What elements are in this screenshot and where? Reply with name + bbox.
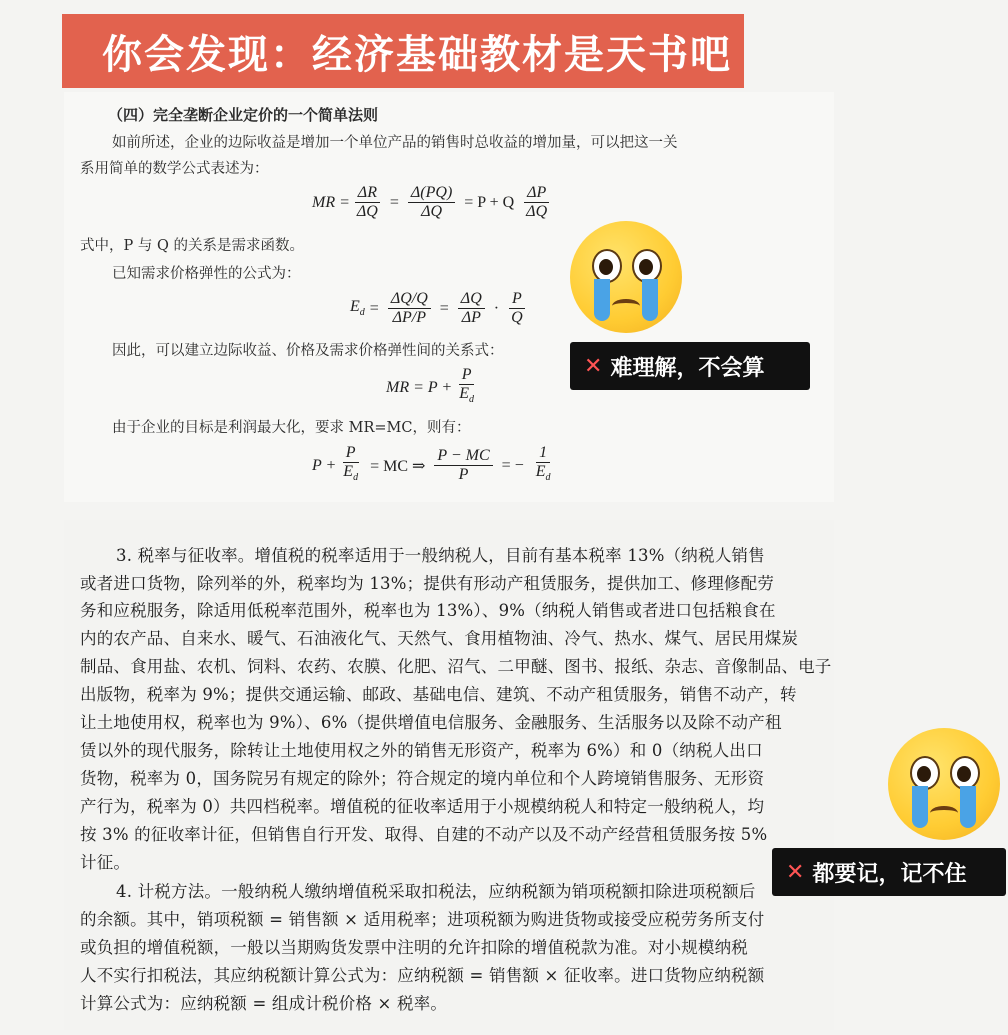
formula-term: MR = bbox=[312, 193, 350, 211]
doc-line: 出版物，税率为 9%；提供交通运输、邮政、基础电信、建筑、不动产租赁服务，销售不动产，转 bbox=[80, 685, 797, 704]
doc-line: 如前所述，企业的边际收益是增加一个单位产品的销售时总收益的增加量，可以把这一关 bbox=[112, 135, 678, 151]
doc-line: 务和应税服务，除适用低税率范围外，税率也为 13%）、9%（纳税人销售或者进口包括粮食在 bbox=[80, 601, 776, 620]
formula-term: = − bbox=[501, 456, 524, 474]
banner-title: 你会发现：经济基础教材是天书吧 bbox=[102, 31, 732, 78]
doc-line: 或者进口货物，除列举的外，税率均为 13%；提供有形动产租赁服务，提供加工、修理修配劳 bbox=[80, 574, 775, 593]
numerator: 1 bbox=[536, 444, 550, 463]
formula-term: P + bbox=[312, 456, 337, 474]
denominator: $E_d$ bbox=[459, 385, 474, 406]
formula-term: MR = P + bbox=[386, 378, 453, 396]
denominator: $E_d$ bbox=[535, 463, 551, 484]
fraction bbox=[434, 447, 492, 484]
formula-mr-price bbox=[386, 366, 481, 409]
numerator: P bbox=[343, 444, 359, 463]
doc-line: 由于企业的目标是利润最大化，要求 MR=MC，则有： bbox=[112, 420, 471, 436]
doc-line: 4. 计税方法。一般纳税人缴纳增值税采取扣税法，应纳税额为销项税额扣除进项税额后 bbox=[116, 882, 756, 901]
formula-term: = P + Q bbox=[464, 193, 515, 211]
denominator: $E_d$ bbox=[343, 463, 359, 484]
doc-line: 内的农产品、自来水、暖气、石油液化气、天然气、食用植物油、冷气、热水、煤气、居民用煤炭 bbox=[80, 629, 799, 648]
numerator: ΔR bbox=[355, 184, 380, 203]
fraction bbox=[533, 444, 554, 487]
formula-elasticity: $E_d$ = $\frac{\Delta Q/Q}{\Delta P/P}$ = $\frac{\Delta Q}{\Delta P}$ · $\frac{P}{Q}$ bbox=[350, 290, 530, 327]
numerator: P bbox=[509, 290, 525, 309]
x-mark-icon: ✕ bbox=[584, 353, 603, 379]
numerator: ΔQ/Q bbox=[388, 290, 431, 309]
formula-term: $E_d$ bbox=[350, 298, 365, 319]
fraction bbox=[458, 290, 485, 327]
denominator: Q bbox=[511, 309, 523, 326]
doc-line: 计征。 bbox=[80, 853, 131, 872]
crying-face-icon bbox=[888, 728, 1000, 840]
formula-term: = MC ⇒ bbox=[370, 457, 426, 475]
title-banner bbox=[62, 14, 744, 88]
numerator: P bbox=[459, 366, 475, 385]
denominator: ΔP/P bbox=[392, 309, 426, 326]
fraction bbox=[388, 290, 431, 327]
doc-line: 式中，P 与 Q 的关系是需求函数。 bbox=[80, 238, 304, 254]
doc-line: 产行为，税率为 0）共四档税率。增值税的征收率适用于小规模纳税人和特定一般纳税人，均 bbox=[80, 797, 765, 816]
doc-line: 让土地使用权，税率也为 9%）、6%（提供增值电信服务、金融服务、生活服务以及除不动产租 bbox=[80, 713, 782, 732]
caption-text: 难理解，不会算 bbox=[610, 355, 765, 381]
denominator: ΔQ bbox=[356, 203, 378, 220]
caption-hard-to-remember bbox=[772, 848, 1006, 896]
fraction bbox=[354, 184, 381, 221]
doc-line: 制品、食用盐、农机、饲料、农药、农膜、化肥、沼气、二甲醚、图书、报纸、杂志、音像制品、电子 bbox=[80, 657, 832, 676]
fraction bbox=[523, 184, 550, 221]
doc-line: 货物，税率为 0，国务院另有规定的除外；符合规定的境内单位和个人跨境销售服务、无形资 bbox=[80, 769, 765, 788]
fraction bbox=[340, 444, 361, 487]
numerator: Δ(PQ) bbox=[408, 184, 455, 203]
crying-face-icon bbox=[570, 221, 682, 333]
numerator: ΔP bbox=[524, 184, 549, 203]
denominator: ΔQ bbox=[421, 203, 443, 220]
fraction bbox=[408, 184, 455, 221]
fraction bbox=[456, 366, 477, 409]
formula-marginal-revenue: MR = $\frac{\Delta R}{\Delta Q}$ = $\frac{\Delta(PQ)}{\Delta Q}$ = P + Q $\frac{\Delta P}{\Delta Q}$ bbox=[312, 184, 554, 221]
section-heading: （四）完全垄断企业定价的一个简单法则 bbox=[108, 106, 379, 124]
doc-line: 的余额。其中，销项税额 = 销售额 × 适用税率；进项税额为购进货物或接受应税劳务所支付 bbox=[80, 910, 765, 929]
numerator: P − MC bbox=[434, 447, 492, 466]
denominator: P bbox=[458, 466, 469, 484]
doc-line: 3. 税率与征收率。增值税的税率适用于一般纳税人，目前有基本税率 13%（纳税人销售 bbox=[116, 546, 765, 565]
x-mark-icon: ✕ bbox=[786, 859, 805, 885]
fraction bbox=[508, 290, 526, 327]
formula-profit-max bbox=[312, 444, 558, 487]
denominator: ΔQ bbox=[526, 203, 548, 220]
doc-line: 计算公式为：应纳税额 = 组成计税价格 × 税率。 bbox=[80, 994, 448, 1013]
doc-line: 已知需求价格弹性的公式为： bbox=[112, 266, 301, 282]
caption-text: 都要记，记不住 bbox=[812, 861, 967, 887]
doc-line: 赁以外的现代服务，除转让土地使用权之外的销售无形资产，税率为 6%）和 0（纳税人出口 bbox=[80, 741, 763, 760]
numerator: ΔQ bbox=[458, 290, 485, 309]
caption-hard-to-understand bbox=[570, 342, 810, 390]
doc-line: 按 3% 的征收率计征，但销售自行开发、取得、自建的不动产以及不动产经营租赁服务按 5% bbox=[80, 825, 768, 844]
doc-line: 系用简单的数学公式表述为： bbox=[80, 161, 269, 177]
denominator: ΔP bbox=[461, 309, 481, 326]
doc-line: 人不实行扣税法，其应纳税额计算公式为：应纳税额 = 销售额 × 征收率。进口货物应纳税额 bbox=[80, 966, 765, 985]
doc-line: 或负担的增值税额，一般以当期购货发票中注明的允许扣除的增值税款为准。对小规模纳税 bbox=[80, 938, 748, 957]
doc-line: 因此，可以建立边际收益、价格及需求价格弹性间的关系式： bbox=[112, 343, 504, 359]
